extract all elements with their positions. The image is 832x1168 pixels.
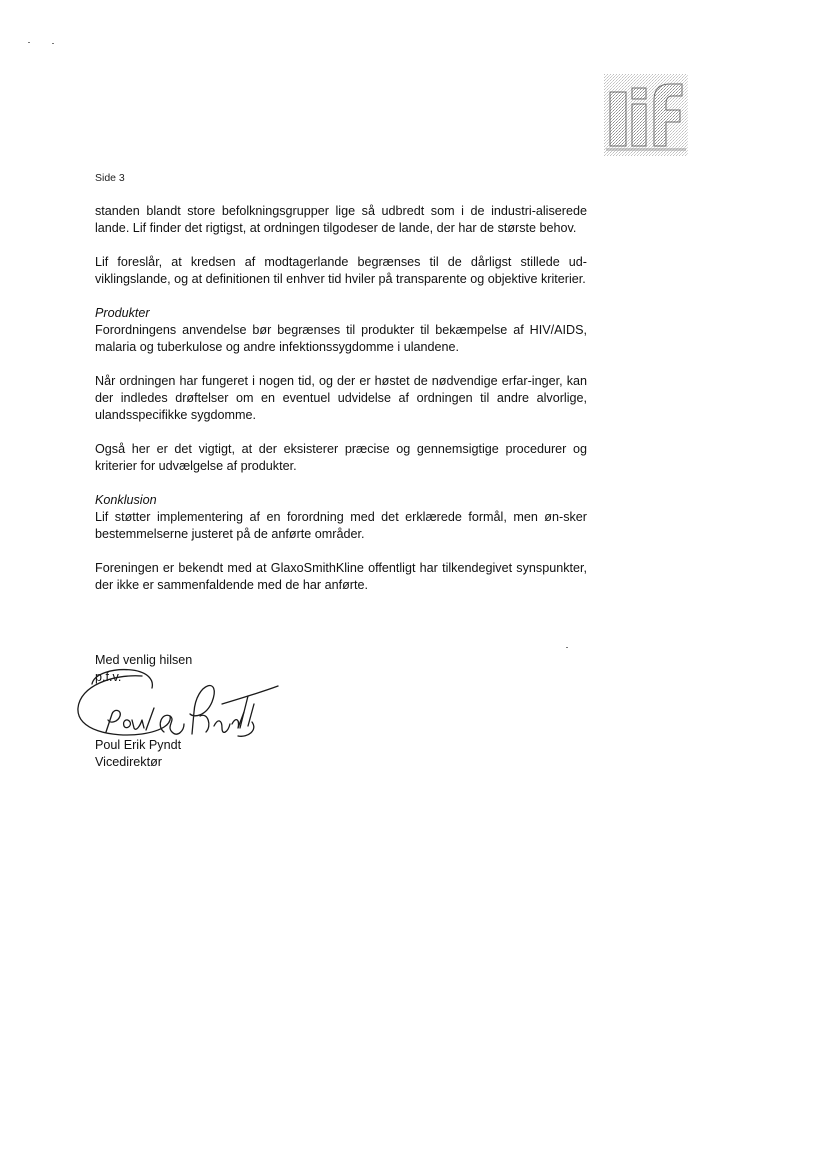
- scan-speck: [28, 42, 30, 43]
- signer-name: Poul Erik Pyndt: [95, 738, 182, 752]
- paragraph-gsk-note: Foreningen er bekendt med at GlaxoSmithKline offentligt har tilkendegivet synspunkter, der ikke er sammenfaldende med de har anførte.: [95, 561, 587, 592]
- paragraph-burden: standen blandt store befolkningsgrupper lige så udbredt som i de industri-aliserede lande. Lif finder det rigtigst, at ordningen tilgodeser de lande, der har de største behov.: [95, 204, 587, 235]
- signer-block: [95, 737, 181, 771]
- signer-title: Vicedirektør: [95, 755, 162, 769]
- on-behalf-label: p.f.v.: [95, 670, 122, 684]
- page-number: Side 3: [95, 172, 125, 184]
- closing-greeting: Med venlig hilsen: [95, 653, 193, 667]
- lif-logo-icon: [604, 74, 688, 156]
- letter-body: [95, 203, 587, 594]
- closing-block: [95, 652, 192, 686]
- paragraph-products-scope: Forordningens anvendelse bør begrænses til produkter til bekæmpelse af HIV/AIDS, malaria og tuberkulose og andre infektionssygdomme i ulandene.: [95, 323, 587, 354]
- paragraph-products-extension: Når ordningen har fungeret i nogen tid, og der er høstet de nødvendige erfar-inger, kan der indledes drøftelser om en eventuel udvidelse af ordningen til andre alvorlige, ulandsspecifikke sygdomme.: [95, 374, 587, 422]
- paragraph-conclusion: Lif støtter implementering af en forordning med det erklærede formål, men øn-sker bestemmelserne justeret på de anførte områder.: [95, 510, 587, 541]
- section-heading-produkter: Produkter: [95, 306, 150, 320]
- section-heading-konklusion: Konklusion: [95, 493, 157, 507]
- paragraph-products-criteria: Også her er det vigtigt, at der eksisterer præcise og gennemsigtige procedurer og kriterier for udvælgelse af produkter.: [95, 442, 587, 473]
- scan-speck: [52, 43, 54, 44]
- paragraph-recipient-countries: Lif foreslår, at kredsen af modtagerlande begrænses til de dårligst stillede ud-viklingslande, og at definitionen til enhver tid hviler på transparente og objektive kriterier.: [95, 255, 587, 286]
- scan-speck: [566, 647, 568, 648]
